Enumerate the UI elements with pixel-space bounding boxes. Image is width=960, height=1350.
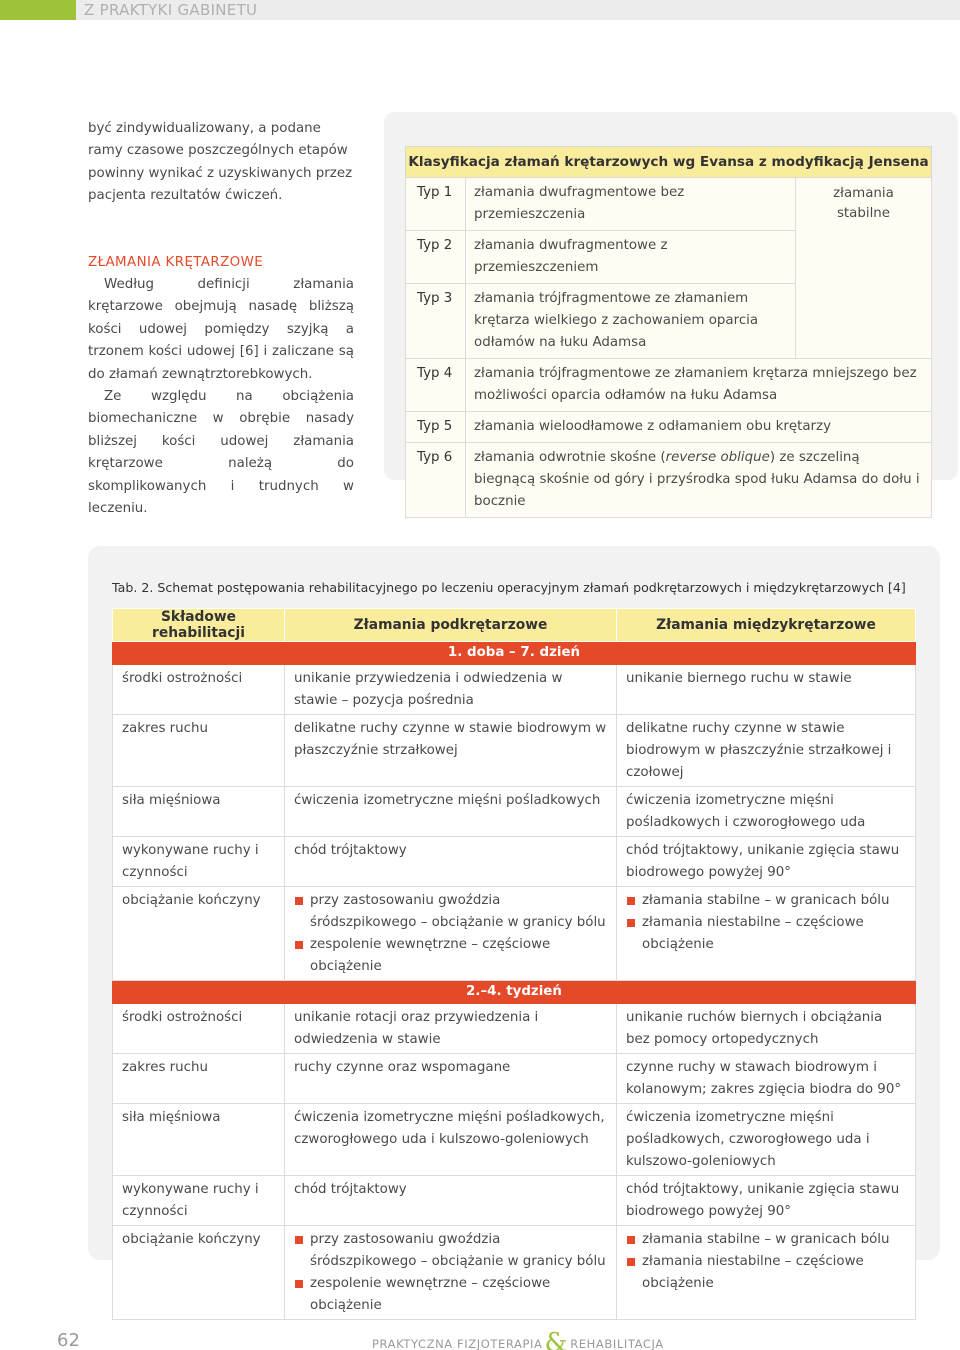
subtrochanteric-cell bbox=[285, 887, 617, 981]
list-item: złamania niestabilne – częściowe obciążenie bbox=[626, 1251, 906, 1295]
table-row bbox=[406, 443, 932, 518]
component-cell: wykonywane ruchy i czynności bbox=[113, 1176, 285, 1226]
list-item: złamania stabilne – w granicach bólu bbox=[626, 1229, 906, 1251]
footer-brand bbox=[372, 1328, 664, 1350]
brand-text: PRAKTYCZNA FIZJOTERAPIA bbox=[372, 1337, 543, 1350]
period-row bbox=[113, 981, 916, 1004]
period-row bbox=[113, 642, 916, 665]
table-row bbox=[113, 1104, 916, 1176]
component-cell: zakres ruchu bbox=[113, 715, 285, 787]
intertrochanteric-cell: unikanie biernego ruchu w stawie bbox=[617, 665, 916, 715]
column-header: Złamania podkrętarzowe bbox=[285, 609, 617, 642]
component-cell: zakres ruchu bbox=[113, 1054, 285, 1104]
list-item: zespolenie wewnętrzne – częściowe obciążenie bbox=[294, 934, 607, 978]
list-item: złamania stabilne – w granicach bólu bbox=[626, 890, 906, 912]
intertrochanteric-cell: ćwiczenia izometryczne mięśni pośladkowych, czworogłowego uda i kulszowo-goleniowych bbox=[617, 1104, 916, 1176]
type-description: złamania trójfragmentowe ze złamaniem krętarza wielkiego z zachowaniem oparcia odłamów na łuku Adamsa bbox=[466, 284, 796, 359]
column-header: Złamania międzykrętarzowe bbox=[617, 609, 916, 642]
column-header: Składowe rehabilitacji bbox=[113, 609, 285, 642]
intertrochanteric-cell bbox=[617, 887, 916, 981]
type-label: Typ 6 bbox=[406, 443, 466, 518]
period-label: 1. doba – 7. dzień bbox=[113, 642, 916, 665]
type-description: złamania dwufragmentowe z przemieszczeniem bbox=[466, 231, 796, 284]
subtrochanteric-cell: ćwiczenia izometryczne mięśni pośladkowych, czworogłowego uda i kulszowo-goleniowych bbox=[285, 1104, 617, 1176]
page-number: 62 bbox=[57, 1330, 80, 1350]
table-row bbox=[113, 837, 916, 887]
brand-text: REHABILITACJA bbox=[570, 1337, 664, 1350]
intertrochanteric-cell bbox=[617, 1226, 916, 1320]
list-item: przy zastosowaniu gwoździa śródszpikowego – obciążanie w granicy bólu bbox=[294, 1229, 607, 1273]
rehab-table bbox=[112, 608, 916, 1320]
paragraph: Ze względu na obciążenia biomechaniczne w obrębie nasady bliższej kości udowej złamania krętarzowe należą do skomplikowanych i trudnych w leczeniu. bbox=[88, 389, 354, 517]
brand-ampersand: & bbox=[544, 1328, 569, 1350]
left-column-text bbox=[88, 118, 354, 521]
type-description: złamania trójfragmentowe ze złamaniem krętarza mniejszego bez możliwości oparcia odłamów na łuku Adamsa bbox=[466, 359, 932, 412]
intertrochanteric-cell: chód trójtaktowy, unikanie zgięcia stawu biodrowego powyżej 90° bbox=[617, 1176, 916, 1226]
intertrochanteric-cell: czynne ruchy w stawach biodrowym i kolanowym; zakres zgięcia biodra do 90° bbox=[617, 1054, 916, 1104]
page-header-bar bbox=[0, 0, 960, 20]
bullet-list bbox=[294, 890, 607, 978]
component-cell: obciążanie kończyny bbox=[113, 1226, 285, 1320]
intertrochanteric-cell: ćwiczenia izometryczne mięśni pośladkowych i czworogłowego uda bbox=[617, 787, 916, 837]
type-description: złamania wieloodłamowe z odłamaniem obu krętarzy bbox=[466, 412, 932, 443]
component-cell: środki ostrożności bbox=[113, 1004, 285, 1054]
table-row bbox=[113, 665, 916, 715]
bullet-list bbox=[294, 1229, 607, 1317]
type-label: Typ 1 bbox=[406, 178, 466, 231]
table-caption-text: Schemat postępowania rehabilitacyjnego po leczeniu operacyjnym złamań podkrętarzowych i międzykrętarzowych [4] bbox=[157, 580, 906, 595]
type-description: złamania dwufragmentowe bez przemieszczenia bbox=[466, 178, 796, 231]
subtrochanteric-cell: chód trójtaktowy bbox=[285, 837, 617, 887]
list-item: przy zastosowaniu gwoździa śródszpikowego – obciążanie w granicy bólu bbox=[294, 890, 607, 934]
table-row bbox=[113, 1226, 916, 1320]
intertrochanteric-cell: delikatne ruchy czynne w stawie biodrowym w płaszczyźnie strzałkowej i czołowej bbox=[617, 715, 916, 787]
table-row bbox=[406, 359, 932, 412]
component-cell: środki ostrożności bbox=[113, 665, 285, 715]
table-row bbox=[113, 715, 916, 787]
paragraph: Według definicji złamania krętarzowe obejmują nasadę bliższą kości udowej pomiędzy szyjką a trzonem kości udowej [6] i zaliczane są do złamań zewnątrztorebkowych. bbox=[88, 277, 354, 382]
header-accent-block bbox=[0, 0, 76, 20]
table-row bbox=[113, 1054, 916, 1104]
type-description bbox=[466, 443, 932, 518]
paragraph: być zindywidualizowany, a podane ramy czasowe poszczególnych etapów powinny wynikać z uzyskiwanych przez pacjenta rezultatów ćwiczeń. bbox=[88, 121, 353, 204]
table-row bbox=[113, 1176, 916, 1226]
classification-table bbox=[405, 146, 932, 518]
classification-title: Klasyfikacja złamań krętarzowych wg Evansa z modyfikacją Jensena bbox=[406, 147, 932, 178]
list-item: złamania niestabilne – częściowe obciążenie bbox=[626, 912, 906, 956]
table-row bbox=[406, 178, 932, 231]
type-label: Typ 5 bbox=[406, 412, 466, 443]
subtrochanteric-cell: ćwiczenia izometryczne mięśni pośladkowych bbox=[285, 787, 617, 837]
component-cell: obciążanie kończyny bbox=[113, 887, 285, 981]
period-label: 2.–4. tydzień bbox=[113, 981, 916, 1004]
desc-part: złamania odwrotnie skośne ( bbox=[474, 450, 666, 465]
subtrochanteric-cell: delikatne ruchy czynne w stawie biodrowym w płaszczyźnie strzałkowej bbox=[285, 715, 617, 787]
section-title: Z PRAKTYKI GABINETU bbox=[84, 1, 258, 19]
table-label: Tab. 2. bbox=[112, 580, 154, 595]
component-cell: wykonywane ruchy i czynności bbox=[113, 837, 285, 887]
subtrochanteric-cell: ruchy czynne oraz wspomagane bbox=[285, 1054, 617, 1104]
desc-italic: reverse oblique bbox=[665, 450, 770, 465]
intertrochanteric-cell: unikanie ruchów biernych i obciążania bez pomocy ortopedycznych bbox=[617, 1004, 916, 1054]
bullet-list bbox=[626, 890, 906, 956]
intertrochanteric-cell: chód trójtaktowy, unikanie zgięcia stawu biodrowego powyżej 90° bbox=[617, 837, 916, 887]
table-caption bbox=[112, 580, 906, 595]
table-row bbox=[113, 1004, 916, 1054]
type-label: Typ 4 bbox=[406, 359, 466, 412]
table-row bbox=[113, 887, 916, 981]
desc-part: ) ze szczeliną biegnącą skośnie od góry i przyśrodka spod łuku Adamsa do dołu i bocznie bbox=[474, 450, 920, 509]
table-row bbox=[113, 787, 916, 837]
subtrochanteric-cell: chód trójtaktowy bbox=[285, 1176, 617, 1226]
subtrochanteric-cell: unikanie rotacji oraz przywiedzenia i odwiedzenia w stawie bbox=[285, 1004, 617, 1054]
section-heading: ZŁAMANIA KRĘTARZOWE bbox=[88, 254, 264, 270]
subtrochanteric-cell: unikanie przywiedzenia i odwiedzenia w stawie – pozycja pośrednia bbox=[285, 665, 617, 715]
type-label: Typ 3 bbox=[406, 284, 466, 359]
type-label: Typ 2 bbox=[406, 231, 466, 284]
bullet-list bbox=[626, 1229, 906, 1295]
list-item: zespolenie wewnętrzne – częściowe obciążenie bbox=[294, 1273, 607, 1317]
table-row bbox=[406, 412, 932, 443]
subtrochanteric-cell bbox=[285, 1226, 617, 1320]
component-cell: siła mięśniowa bbox=[113, 1104, 285, 1176]
component-cell: siła mięśniowa bbox=[113, 787, 285, 837]
stable-group-label: złamania stabilne bbox=[796, 178, 932, 359]
